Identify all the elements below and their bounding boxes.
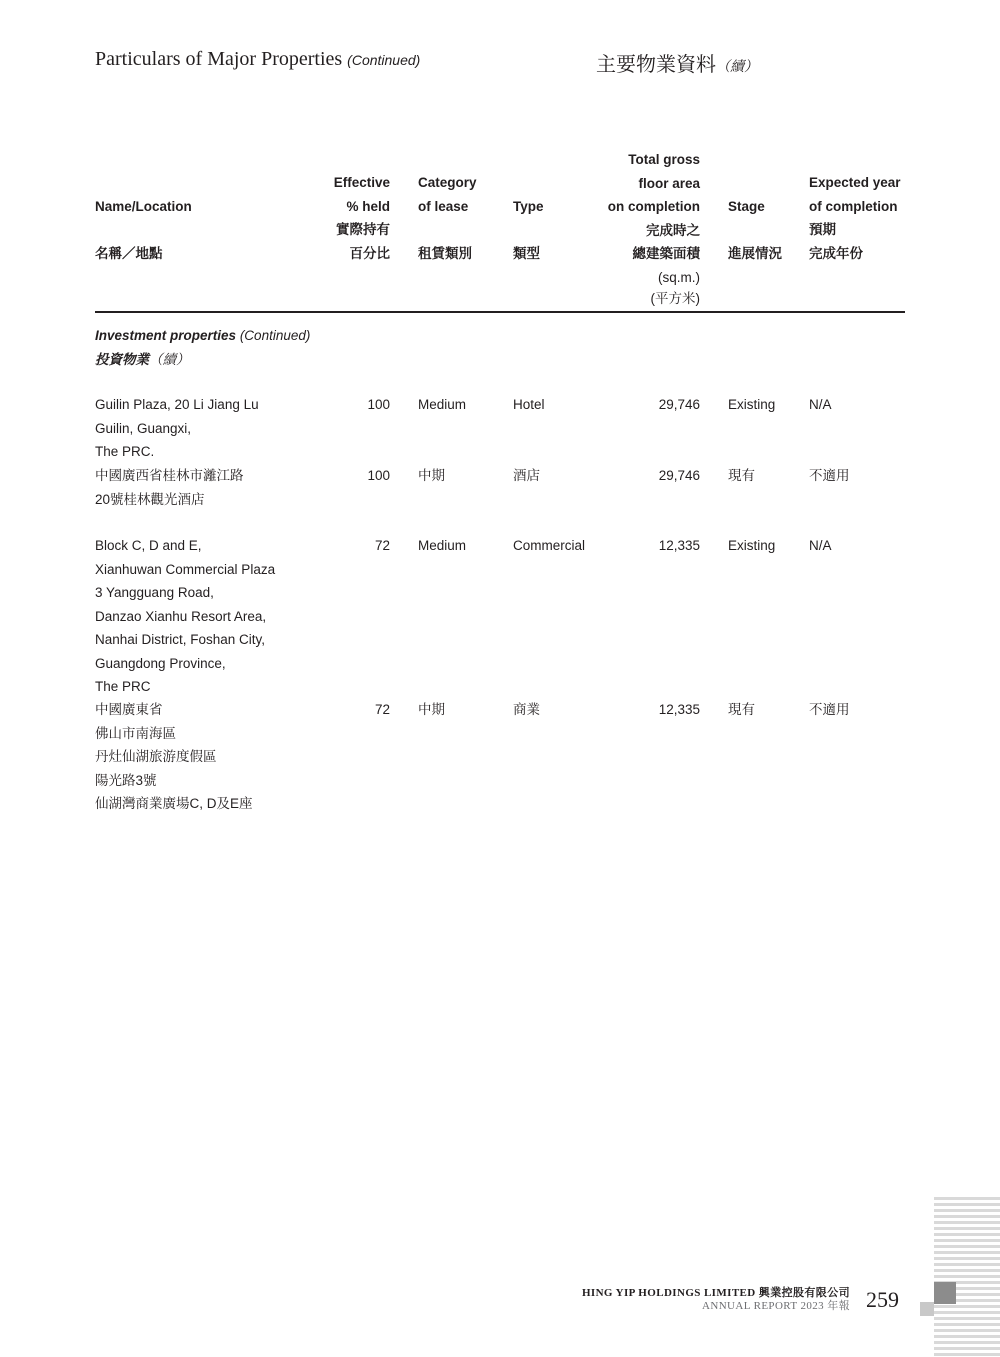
- header-type-en: Type: [513, 199, 544, 214]
- property-1-expected-en: N/A: [809, 397, 832, 412]
- location-line: Nanhai District, Foshan City,: [95, 632, 266, 647]
- header-category-line1: Category: [418, 175, 477, 190]
- property-2-type-en: Commercial: [513, 538, 586, 553]
- footer-report: ANNUAL REPORT 2023 年報: [702, 1300, 850, 1312]
- location-line: Guilin Plaza, 20 Li Jiang Lu: [95, 397, 259, 412]
- header-category-line4: 租賃類別: [418, 245, 472, 261]
- location-line: Xianhuwan Commercial Plaza: [95, 561, 276, 577]
- location-line: 中國廣西省桂林市灕江路: [95, 468, 244, 483]
- property-2-held-en: 72: [374, 538, 390, 553]
- page-title-zh-continued: （續）: [716, 59, 758, 75]
- location-line: The PRC: [95, 679, 151, 694]
- page-title-en: [95, 48, 420, 71]
- header-expected-year: [809, 171, 901, 265]
- property-2-held-zh: 72: [374, 702, 390, 717]
- header-gross-floor-area: [560, 148, 700, 309]
- header-gfa-line3: on completion: [607, 199, 700, 214]
- header-effective-line2: % held: [346, 198, 390, 214]
- property-1-stage-en: Existing: [728, 397, 776, 412]
- header-category-line2: of lease: [418, 198, 469, 214]
- header-spacer: [728, 219, 782, 243]
- property-1-expected-zh: 不適用: [809, 468, 850, 483]
- header-gfa-line4: 完成時之: [646, 222, 700, 238]
- property-2-expected-en: N/A: [809, 538, 832, 553]
- property-1-type-en: Hotel: [513, 397, 545, 412]
- header-name-location: [95, 195, 192, 266]
- location-line: Guilin, Guangxi,: [95, 420, 192, 436]
- property-2-location-en: [95, 534, 275, 699]
- header-gfa-line2: floor area: [638, 175, 700, 191]
- section-label-zh: 投資物業: [95, 351, 149, 367]
- section-heading: [95, 324, 310, 371]
- header-gfa-unit-zh: (平方米): [650, 291, 700, 306]
- header-gfa-unit-en: (sq.m.): [658, 269, 700, 285]
- property-1-held-zh: 100: [367, 468, 390, 483]
- property-2-lease-en: Medium: [418, 538, 467, 553]
- property-2-lease-zh: 中期: [418, 702, 445, 717]
- property-1-gfa-en: 29,746: [658, 397, 700, 412]
- header-spacer: [95, 219, 192, 243]
- header-expected-line3: 預期: [809, 222, 836, 237]
- header-expected-line2: of completion: [809, 198, 898, 214]
- header-category-lease: [418, 171, 477, 265]
- section-label-zh-continued: （續）: [149, 351, 190, 367]
- location-line: 陽光路3號: [95, 772, 157, 788]
- property-1-stage-zh: 現有: [728, 468, 755, 483]
- property-1-location-en: [95, 393, 259, 464]
- footer-text: [582, 1287, 850, 1313]
- header-type-zh: 類型: [513, 246, 540, 261]
- property-2-gfa-en: 12,335: [658, 538, 700, 553]
- location-line: 仙湖灣商業廣場C, D及E座: [95, 796, 253, 811]
- property-1-lease-zh: 中期: [418, 468, 445, 483]
- header-name-location-en: Name/Location: [95, 199, 192, 214]
- footer-company: HING YIP HOLDINGS LIMITED 興業控股有限公司: [581, 1287, 850, 1299]
- header-divider: [95, 311, 905, 313]
- location-line: The PRC.: [95, 444, 155, 459]
- property-1-location-zh: [95, 464, 244, 511]
- header-spacer: [513, 219, 544, 243]
- page-title-en-text: Particulars of Major Properties: [95, 48, 343, 70]
- header-stage-en: Stage: [728, 199, 765, 214]
- page-title-zh: [596, 48, 758, 77]
- decorative-square-small: [920, 1302, 934, 1316]
- header-stage: [728, 195, 782, 266]
- header-gfa-line5: 總建築面積: [632, 246, 700, 261]
- location-line: Danzao Xianhu Resort Area,: [95, 608, 267, 624]
- property-1-held-en: 100: [367, 397, 390, 412]
- section-label-en: Investment properties: [95, 328, 237, 343]
- location-line: 20號桂林觀光酒店: [95, 491, 205, 507]
- header-expected-line4: 完成年份: [809, 245, 863, 261]
- page-title-en-continued: (Continued): [347, 52, 421, 68]
- property-2-stage-en: Existing: [728, 538, 776, 553]
- property-2-gfa-zh: 12,335: [658, 702, 700, 717]
- header-gfa-line1: Total gross: [628, 152, 700, 167]
- page-number: 259: [866, 1287, 899, 1312]
- location-line: 丹灶仙湖旅游度假區: [95, 749, 217, 764]
- property-2-stage-zh: 現有: [728, 702, 755, 717]
- property-2-type-zh: 商業: [513, 702, 540, 717]
- header-type: [513, 195, 544, 266]
- property-2-expected-zh: 不適用: [809, 702, 850, 717]
- location-line: 3 Yangguang Road,: [95, 585, 214, 600]
- header-spacer: [418, 218, 477, 242]
- property-2-location-zh: [95, 698, 253, 816]
- property-1-gfa-zh: 29,746: [658, 468, 700, 483]
- header-name-location-zh: 名稱／地點: [95, 246, 163, 261]
- header-stage-zh: 進展情況: [728, 246, 782, 261]
- header-expected-line1: Expected year: [809, 175, 901, 190]
- header-effective-line1: Effective: [333, 175, 390, 190]
- location-line: 中國廣東省: [95, 702, 163, 717]
- property-1-lease-en: Medium: [418, 397, 467, 412]
- location-line: Guangdong Province,: [95, 655, 226, 671]
- location-line: Block C, D and E,: [95, 538, 202, 553]
- property-1-type-zh: 酒店: [513, 468, 540, 483]
- location-line: 佛山市南海區: [95, 725, 176, 741]
- header-effective-line4: 百分比: [349, 245, 390, 261]
- decorative-stripes: [934, 1197, 1000, 1357]
- header-effective-line3: 實際持有: [336, 222, 390, 237]
- decorative-square: [934, 1282, 956, 1304]
- page-title-zh-text: 主要物業資料: [596, 52, 716, 76]
- section-label-en-continued: (Continued): [239, 328, 311, 343]
- header-effective-held: [300, 171, 390, 265]
